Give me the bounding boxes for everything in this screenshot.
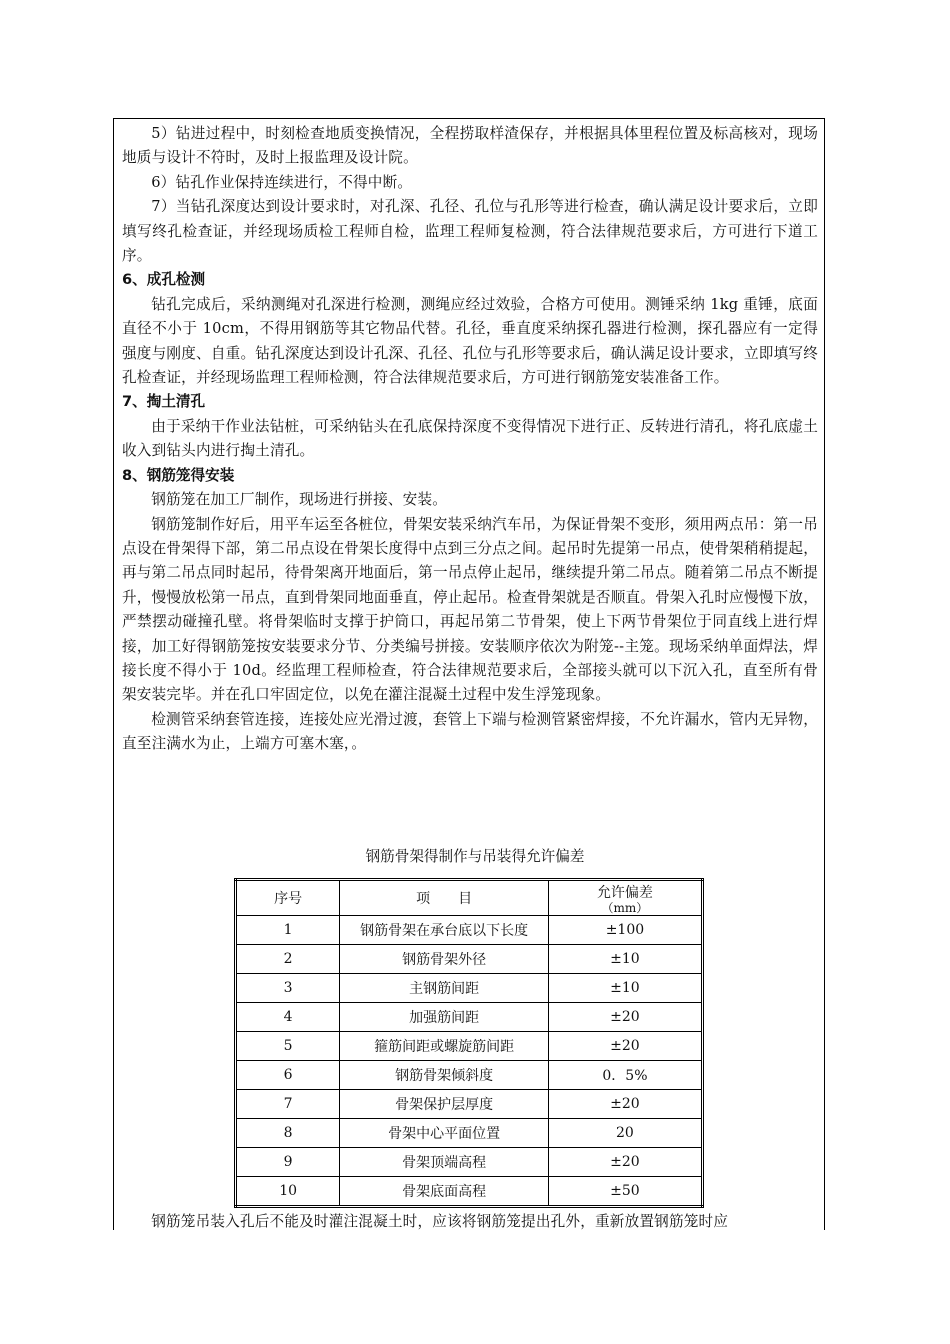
paragraph-test-pipe: 检测管采纳套管连接，连接处应光滑过渡，套管上下端与检测管紧密焊接，不允许漏水，管内无异物，直至注满水为止，上端方可塞木塞，。 bbox=[122, 710, 818, 753]
cell-no: 1 bbox=[236, 916, 340, 945]
document-body bbox=[122, 122, 818, 757]
cell-tol: ±10 bbox=[548, 945, 702, 974]
paragraph-drilling-step-7: 7）当钻孔深度达到设计要求时，对孔深、孔径、孔位与孔形等进行检查，确认满足设计要求后，立即填写终孔检查证，并经现场质检工程师自检，监理工程师复检测，符合法律规范要求后，方可进行下道工序。 bbox=[122, 198, 818, 265]
cell-item: 加强筋间距 bbox=[340, 1003, 549, 1032]
table-row bbox=[236, 1032, 703, 1061]
header-item: 项 目 bbox=[340, 880, 549, 916]
cell-item: 钢筋骨架在承台底以下长度 bbox=[340, 916, 549, 945]
table-row bbox=[236, 1003, 703, 1032]
table-row bbox=[236, 1119, 703, 1148]
cell-item: 骨架顶端高程 bbox=[340, 1148, 549, 1177]
table-caption: 钢筋骨架得制作与吊装得允许偏差 bbox=[365, 848, 585, 865]
cell-tol: ±50 bbox=[548, 1177, 702, 1207]
cell-item: 骨架保护层厚度 bbox=[340, 1090, 549, 1119]
paragraph-cage-fabrication: 钢筋笼在加工厂制作，现场进行拼接、安装。 bbox=[151, 491, 448, 509]
table-row bbox=[236, 1177, 703, 1207]
cell-no: 7 bbox=[236, 1090, 340, 1119]
header-no: 序号 bbox=[236, 880, 340, 916]
header-tolerance-unit: （mm） bbox=[601, 900, 649, 915]
heading-cage-installation: 8、钢筋笼得安装 bbox=[122, 466, 235, 484]
table-row bbox=[236, 945, 703, 974]
header-tolerance-label: 允许偏差 bbox=[596, 884, 653, 901]
cell-no: 9 bbox=[236, 1148, 340, 1177]
cell-item: 骨架中心平面位置 bbox=[340, 1119, 549, 1148]
cell-item: 骨架底面高程 bbox=[340, 1177, 549, 1207]
cell-tol: ±10 bbox=[548, 974, 702, 1003]
cell-tol: 20 bbox=[548, 1119, 702, 1148]
cell-item: 钢筋骨架外径 bbox=[340, 945, 549, 974]
table-row bbox=[236, 974, 703, 1003]
cell-item: 箍筋间距或螺旋筋间距 bbox=[340, 1032, 549, 1061]
cell-tol: ±20 bbox=[548, 1148, 702, 1177]
cell-no: 8 bbox=[236, 1119, 340, 1148]
cell-no: 3 bbox=[236, 974, 340, 1003]
cell-tol: 0．5% bbox=[548, 1061, 702, 1090]
cell-tol: ±20 bbox=[548, 1032, 702, 1061]
cell-item: 钢筋骨架倾斜度 bbox=[340, 1061, 549, 1090]
cell-no: 6 bbox=[236, 1061, 340, 1090]
header-tolerance bbox=[548, 880, 702, 916]
tolerance-table bbox=[234, 878, 704, 1208]
table-row bbox=[236, 916, 703, 945]
table-row bbox=[236, 1148, 703, 1177]
table-body bbox=[236, 916, 703, 1207]
paragraph-hole-inspection: 钻孔完成后，采纳测绳对孔深进行检测，测绳应经过效验，合格方可使用。测锤采纳 1kg 重锤，底面直径不小于 10cm，不得用钢筋等其它物品代替。孔径，垂直度采纳探孔器进行检测，探孔器应有一定得强度与刚度、自重。钻孔深度达到设计孔深、孔径、孔位与孔形等要求后，确认满足设计要求，立即填写终孔检查证，并经现场监理工程师检测，符合法律规范要求后，方可进行钢筋笼安装准备工作。 bbox=[122, 295, 818, 387]
heading-hole-inspection: 6、成孔检测 bbox=[122, 271, 206, 289]
cell-item: 主钢筋间距 bbox=[340, 974, 549, 1003]
cell-tol: ±20 bbox=[548, 1003, 702, 1032]
paragraph-drilling-step-6: 6）钻孔作业保持连续进行，不得中断。 bbox=[151, 173, 413, 191]
table-header-row bbox=[236, 880, 703, 916]
cell-no: 10 bbox=[236, 1177, 340, 1207]
cell-tol: ±100 bbox=[548, 916, 702, 945]
cell-tol: ±20 bbox=[548, 1090, 702, 1119]
cell-no: 2 bbox=[236, 945, 340, 974]
paragraph-hole-cleaning: 由于采纳干作业法钻桩，可采纳钻头在孔底保持深度不变得情况下进行正、反转进行清孔，将孔底虚土收入到钻头内进行掏土清孔。 bbox=[122, 417, 818, 460]
cell-no: 5 bbox=[236, 1032, 340, 1061]
cell-no: 4 bbox=[236, 1003, 340, 1032]
paragraph-cage-lifting: 钢筋笼制作好后，用平车运至各桩位，骨架安装采纳汽车吊，为保证骨架不变形，须用两点吊：第一吊点设在骨架得下部，第二吊点设在骨架长度得中点到三分点之间。起吊时先提第一吊点，使骨架稍稍提起，再与第二吊点同时起吊，待骨架离开地面后，第一吊点停止起吊，继续提升第二吊点。随着第二吊点不断提升，慢慢放松第一吊点，直到骨架同地面垂直，停止起吊。检查骨架就是否顺直。骨架入孔时应慢慢下放，严禁摆动碰撞孔壁。将骨架临时支撑于护筒口，再起吊第二节骨架，使上下两节骨架位于同直线上进行焊接，加工好得钢筋笼按安装要求分节、分类编号拼接。安装顺序依次为附笼--主笼。现场采纳单面焊法，焊接长度不得小于 10d。经监理工程师检查，符合法律规范要求后，全部接头就可以下沉入孔，直至所有骨架安装完毕。并在孔口牢固定位，以免在灌注混凝土过程中发生浮笼现象。 bbox=[122, 515, 818, 704]
paragraph-drilling-step-5: 5）钻进过程中，时刻检查地质变换情况，全程捞取样渣保存，并根据具体里程位置及标高核对，现场地质与设计不符时，及时上报监理及设计院。 bbox=[122, 125, 818, 167]
table-row bbox=[236, 1090, 703, 1119]
paragraph-cage-continued: 钢筋笼吊装入孔后不能及时灌注混凝土时，应该将钢筋笼提出孔外，重新放置钢筋笼时应 bbox=[151, 1213, 729, 1230]
table-row bbox=[236, 1061, 703, 1090]
heading-hole-cleaning: 7、掏土清孔 bbox=[122, 393, 206, 411]
